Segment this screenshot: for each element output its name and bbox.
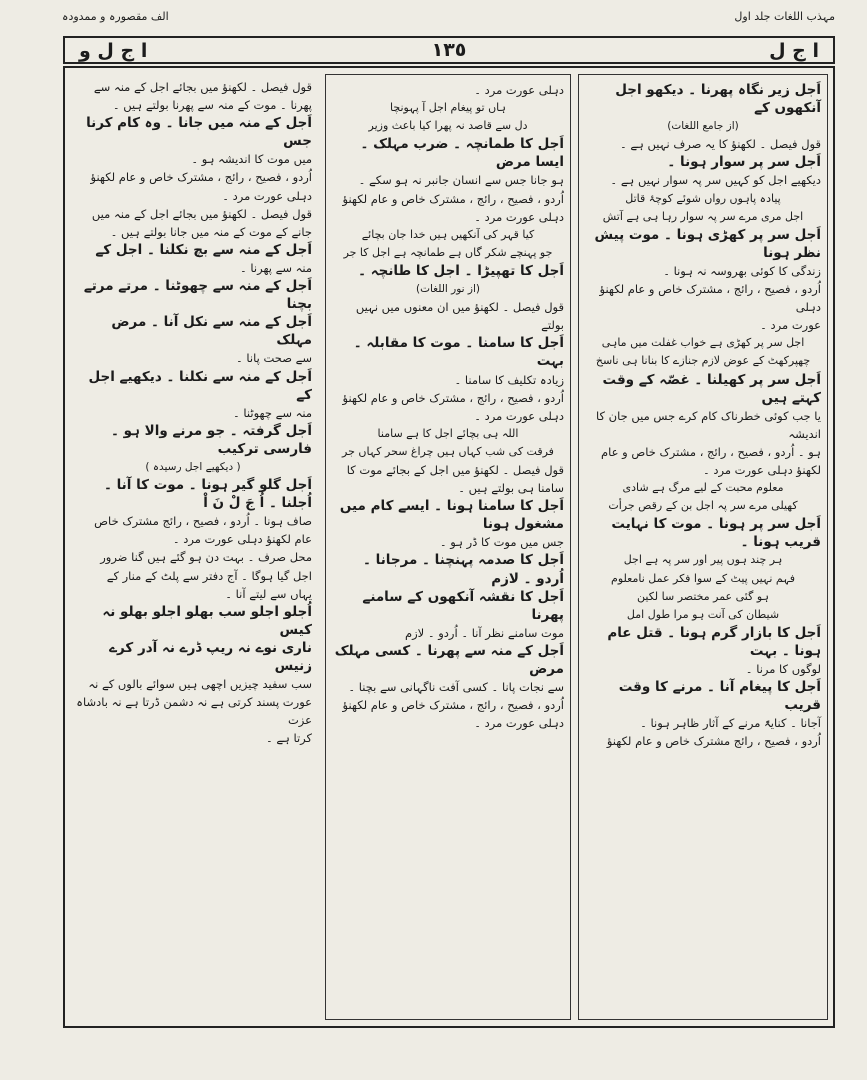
entry-text: اُردو ، فصیح ، رائج مشترک خاص و عام لکھنؤ bbox=[606, 734, 821, 749]
entry-headword: اَجل زیر نگاہ پھرنا ۔ دیکھو اجل آنکھوں کے bbox=[615, 82, 821, 117]
source-note: (از نور اللغات) bbox=[415, 283, 480, 296]
entry-text: میں موت کا اندیشہ ہو ۔ bbox=[191, 152, 312, 167]
verse-line: پیادہ پاہوں رواں شوئے کوچۂ قاتل bbox=[625, 191, 781, 205]
entry-text: کرتا ہے ۔ bbox=[265, 731, 312, 746]
entry-text: یہاں سے لیتے آنا ۔ bbox=[225, 586, 312, 601]
entry-headword: اُجلو اجلو سب بھلو اجلو بھلو نہ کیس bbox=[102, 603, 312, 638]
entry-headword: اَجل کا سامنا ہونا ۔ ایسے کام میں مشغول ہونا bbox=[339, 498, 564, 533]
entry-text: سے نجات پانا ۔ کسی آفت ناگہانی سے بچنا ۔ bbox=[348, 680, 564, 695]
entry-headword: اُجلنا ۔ اُ جَ لْ نَ اْ bbox=[203, 495, 312, 512]
book-title-caption: مہذب اللغات جلد اول bbox=[734, 10, 835, 23]
verse-line: معلوم محبت کے لیے مرگ ہے شادی bbox=[622, 481, 784, 495]
page-header bbox=[63, 36, 835, 64]
entry-text: لوگوں کا مرنا ۔ bbox=[745, 662, 821, 676]
entry-text: سے صحت پانا ۔ bbox=[236, 351, 312, 366]
entry-headword: اَجل کا سامنا ۔ موت کا مقابلہ ۔ بہت bbox=[353, 335, 564, 370]
entry-text: قول فیصل ۔ لکھنؤ میں بجائے اجل کے منہ سے bbox=[93, 80, 312, 94]
entry-headword: اَجل سر پر کھڑی ہونا ۔ موت پیش نظر ہونا bbox=[594, 226, 821, 261]
verse-line: چھپرکھٹ کے عوض لازم جنازے کا بنانا ہی ناسخ bbox=[595, 354, 811, 368]
entry-text: اُردو ، فصیح ، رائج ، مشترک خاص و عام لکھنؤ bbox=[342, 698, 564, 713]
entry-text: دیکھیے اجل کو کہیں سر پہ سوار نہیں ہے ۔ bbox=[610, 173, 821, 188]
header-letters-right: ا ج ل bbox=[769, 40, 819, 62]
entry-headword: اَجل کے منہ سے پھرنا ۔ کسی مہلک مرض bbox=[334, 642, 564, 677]
entry-headword: اَجل کا صدمہ پہنچنا ۔ مرجانا ۔ اُردو ۔ لازم bbox=[363, 552, 564, 587]
entry-text: زندگی کا کوئی بھروسہ نہ ہونا ۔ bbox=[663, 263, 821, 278]
entry-headword: اَجل کا تھپیڑا ۔ اجل کا طانچہ ۔ bbox=[358, 262, 564, 279]
verse-line: جو پہنچے شکر گاں ہے طمانچہ ہے اجل کا جر bbox=[343, 245, 553, 259]
entry-text: منہ سے چھوٹنا ۔ bbox=[233, 405, 312, 420]
entry-text: سب سفید چیزیں اچھی ہیں سوائے بالوں کے نہ bbox=[88, 677, 312, 692]
verse-line: اللہ ہی بچائے اجل کا ہے سامنا bbox=[377, 426, 519, 440]
column-right bbox=[578, 74, 828, 1020]
entry-text: قول فیصل ۔ لکھنؤ میں بجائے اجل کے منہ میں bbox=[91, 206, 312, 221]
entry-text: دہلی عورت مرد ۔ bbox=[474, 209, 564, 224]
entry-text: اُردو ، فصیح ، رائج ، مشترک خاص و عام لکھنؤ bbox=[342, 390, 564, 405]
section-caption: الف مقصورہ و ممدودہ bbox=[62, 10, 169, 23]
entry-headword: اَجل گلو گیر ہونا ۔ موت کا آنا ۔ bbox=[104, 477, 312, 494]
verse-line: ہو گئی عمر مختصر سا لکین bbox=[637, 589, 769, 603]
entry-text: دہلی عورت مرد ۔ bbox=[222, 188, 312, 203]
header-letters-left: ا ج ل و bbox=[79, 40, 148, 62]
verse-line: اجل سر پر کھڑی ہے خواب غفلت میں ماہی bbox=[601, 336, 805, 350]
column-left bbox=[68, 74, 318, 1020]
entry-text: پھرنا ۔ موت کے منہ سے پھرنا بولتے ہیں ۔ bbox=[112, 98, 312, 113]
entry-headword: اَجل کے منہ سے نکل آنا ۔ مرض مہلک bbox=[111, 314, 312, 349]
entry-headword: اَجل سر پر سوار ہونا ۔ bbox=[667, 154, 821, 171]
entry-text: صاف ہونا ۔ اُردو ، فصیح ، رائج مشترک خاص bbox=[94, 514, 312, 529]
entry-headword: اَجل سر پر ہونا ۔ موت کا نہایت قریب ہونا ۔ bbox=[611, 516, 821, 551]
entry-headword: ناری نوے نہ ریپ ڈرے نہ آدر کرے زنیس bbox=[109, 639, 312, 674]
verse-line: کیا قہر کی آنکھیں ہیں خدا جان بچائے bbox=[361, 227, 535, 241]
entry-text: عورت پسند کرتی ہے نہ دشمن ڈرتا ہے نہ بادشاہ عزت bbox=[76, 695, 312, 728]
entry-text: محل صرف ۔ بہت دن ہو گئے ہیں گنا ضرور bbox=[100, 550, 312, 565]
entry-text: موت سامنے نظر آنا ۔ اُردو ۔ لازم bbox=[404, 625, 564, 640]
entry-text: دہلی عورت مرد ۔ bbox=[474, 83, 564, 97]
source-note: (از جامع اللغات) bbox=[667, 120, 739, 133]
verse-line: دل سے قاصد نہ پھرا کیا باعث وزیر bbox=[368, 119, 528, 133]
entry-text: سامنا ہی بولتے ہیں ۔ bbox=[458, 481, 564, 496]
verse-line: شیطان کی آنت ہو مرا طول امل bbox=[626, 607, 780, 621]
entry-headword: اَجل کا طمانچہ ۔ ضرب مہلک ۔ ایسا مرض bbox=[360, 136, 564, 171]
entry-headword: اَجل کا پیغام آنا ۔ مرنے کا وقت قریب bbox=[618, 679, 821, 714]
entry-text: اُردو ، فصیح ، رائج ، مشترک خاص و عام لکھنؤ bbox=[342, 191, 564, 206]
entry-text: قول فیصل ۔ لکھنؤ کا یہ صرف نہیں ہے ۔ bbox=[620, 137, 821, 152]
entry-text: جانے کے موت کے منہ میں جانا بولتے ہیں ۔ bbox=[110, 224, 312, 239]
entry-text: ہو ۔ اُردو ، فصیح ، رائج ، مشترک خاص و عام bbox=[600, 444, 821, 459]
entry-text: جس میں موت کا ڈر ہو ۔ bbox=[439, 535, 564, 550]
entry-headword: اَجل کا نقشہ آنکھوں کے سامنے پھرنا bbox=[362, 588, 564, 623]
entry-headword: اَجل کے منہ سے بچ نکلنا ۔ اجل کے bbox=[95, 241, 312, 258]
entry-headword: اَجل گرفتہ ۔ جو مرنے والا ہو ۔ فارسی ترکیب bbox=[110, 422, 312, 457]
entry-text: قول فیصل ۔ لکھنؤ میں ان معنوں میں نہیں بولتے bbox=[355, 300, 564, 333]
entry-text: اُردو ، فصیح ، رائج ، مشترک خاص و عام لکھنؤ bbox=[90, 170, 312, 185]
verse-line: فرقت کی شب کہاں ہیں چراغ سحر کہاں جر bbox=[342, 444, 554, 458]
entry-headword: اَجل کے منہ سے چھوٹنا ۔ مرتے مرتے بچنا bbox=[83, 278, 312, 313]
entry-text: منہ سے پھرنا ۔ bbox=[240, 260, 312, 275]
entry-text: اجل گیا ہوگا ۔ آج دفتر سے پلٹ کے منار کے bbox=[106, 568, 312, 583]
verse-line: کھیلی مرے سر پہ اجل بن کے رقص جرأت bbox=[608, 499, 798, 513]
verse-line: ہاں تو پیغام اجل آ پہونچا bbox=[390, 101, 506, 115]
entry-text: ہو جانا جس سے انسان جانبر نہ ہو سکے ۔ bbox=[358, 173, 564, 188]
entry-text: زیادہ تکلیف کا سامنا ۔ bbox=[454, 372, 564, 387]
verse-line: ہر چند ہوں پیر اور سر پہ ہے اجل bbox=[623, 553, 783, 567]
entry-headword: اَجل کا بازار گرم ہونا ۔ قتل عام ہونا ۔ بہت bbox=[607, 624, 821, 659]
entry-text: قول فیصل ۔ لکھنؤ میں اجل کے بجائے موت کا bbox=[346, 462, 564, 477]
entry-headword: اَجل کے منہ سے نکلنا ۔ دیکھیے اجل کے bbox=[88, 368, 312, 403]
entry-text: آجانا ۔ کنایۃً مرنے کے آثار ظاہر ہونا ۔ bbox=[640, 716, 821, 731]
source-note: ( دیکھیے اجل رسیدہ ) bbox=[145, 460, 241, 473]
entry-text: اُردو ، فصیح ، رائج ، مشترک خاص و عام لکھنؤ دہلی bbox=[599, 282, 821, 315]
page-number: ١٣٥ bbox=[431, 39, 467, 61]
entry-text: لکھنؤ دہلی عورت مرد ۔ bbox=[703, 462, 821, 477]
entry-text: یا جب کوئی خطرناک کام کرے جس میں جان کا اندیشہ bbox=[596, 408, 821, 441]
entry-text: دہلی عورت مرد ۔ bbox=[474, 716, 564, 731]
entry-headword: اَجل سر پر کھیلنا ۔ غصّہ کے وقت کہتے ہیں bbox=[602, 371, 821, 406]
verse-line: فہم نہیں پیٹ کے سوا فکر عمل نامعلوم bbox=[611, 571, 795, 585]
verse-line: اجل مری مرے سر پہ سوار رہا ہی ہے آتش bbox=[602, 209, 804, 223]
entry-text: عورت مرد ۔ bbox=[760, 318, 821, 333]
entry-text: دہلی عورت مرد ۔ bbox=[474, 408, 564, 423]
entry-text: عام لکھنؤ دہلی عورت مرد ۔ bbox=[172, 532, 312, 547]
column-middle bbox=[325, 74, 571, 1020]
entry-headword: اَجل کے منہ میں جانا ۔ وہ کام کرنا جس bbox=[86, 115, 312, 150]
